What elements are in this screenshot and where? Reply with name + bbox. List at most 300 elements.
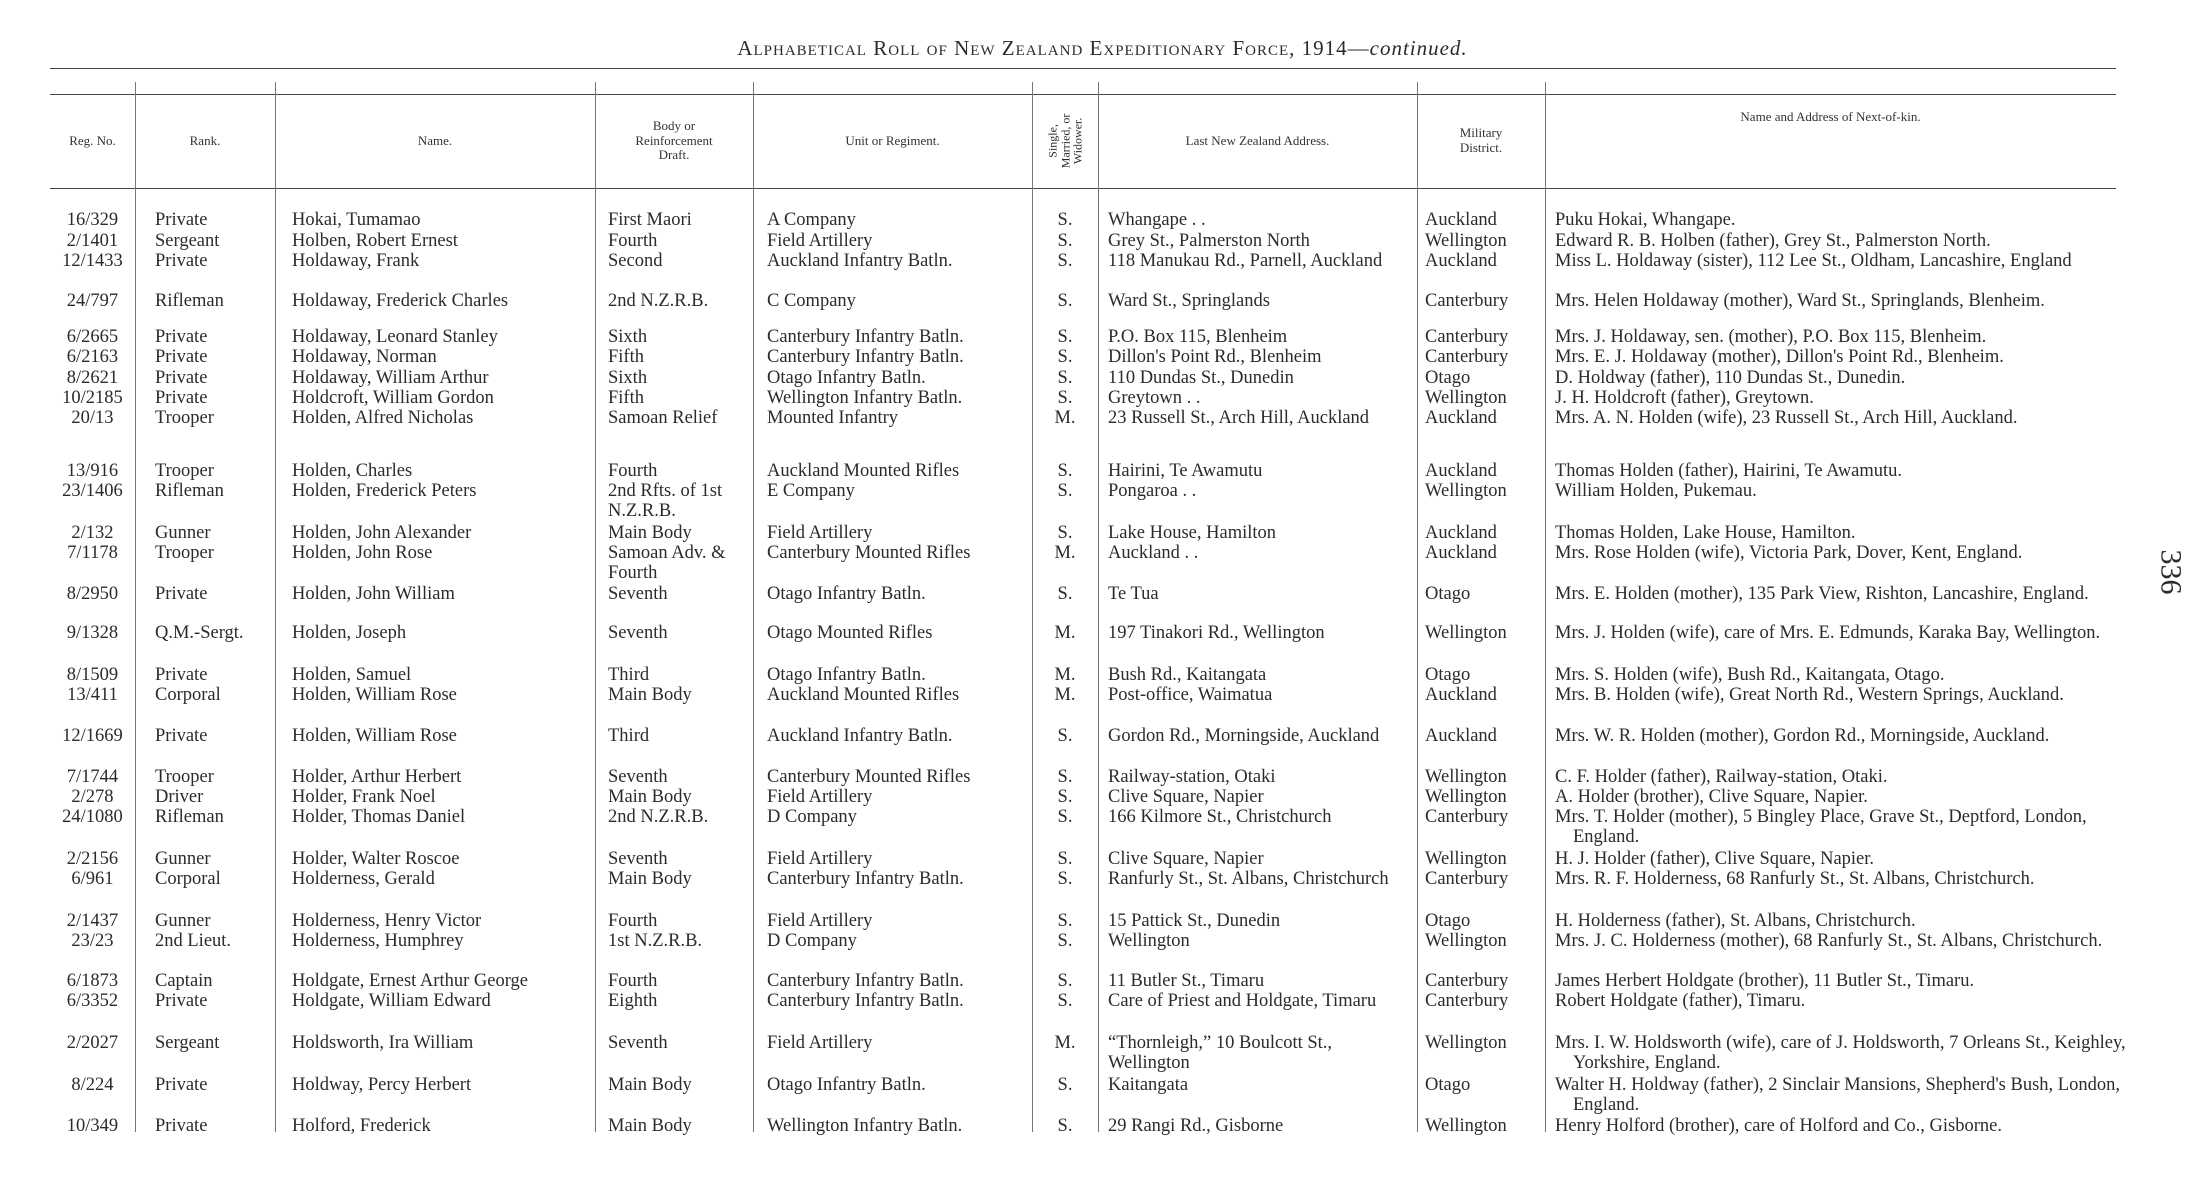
cell-body-text: Main Body (608, 523, 692, 543)
cell-district-text: Wellington (1425, 1033, 1507, 1053)
cell-unit-text: Canterbury Infantry Batln. (767, 327, 964, 347)
cell-reg (50, 991, 135, 1011)
cell-kin (1555, 543, 2115, 563)
cell-kin-text: H. Holderness (father), St. Albans, Christchurch. (1555, 911, 1916, 931)
cell-body (608, 685, 753, 705)
cell-kin-text: Mrs. S. Holden (wife), Bush Rd., Kaitangata, Otago. (1555, 665, 1945, 685)
cell-status-text: S. (1057, 291, 1073, 311)
cell-status (1050, 543, 1080, 563)
cell-status (1050, 685, 1080, 705)
cell-unit (767, 726, 1029, 746)
cell-body-text: 2nd Rfts. of 1st N.Z.R.B. (608, 481, 723, 521)
cell-unit-text: Canterbury Mounted Rifles (767, 543, 971, 563)
cell-kin (1555, 251, 2133, 271)
cell-unit-text: Canterbury Infantry Batln. (767, 991, 964, 1011)
cell-body (608, 971, 753, 991)
cell-kin-text: Mrs. W. R. Holden (mother), Gordon Rd., Morningside, Auckland. (1555, 726, 2050, 746)
cell-body-text: Sixth (608, 327, 648, 347)
cell-district-text: Wellington (1425, 787, 1507, 807)
cell-body-text: Main Body (608, 869, 692, 889)
cell-district (1425, 327, 1540, 347)
cell-unit (767, 481, 1029, 501)
cell-reg (50, 911, 135, 931)
cell-rank-text: Trooper (155, 767, 214, 787)
cell-unit-text: Otago Infantry Batln. (767, 368, 926, 388)
cell-name (292, 807, 592, 827)
cell-unit (767, 971, 1029, 991)
cell-kin (1555, 1116, 2115, 1136)
cell-rank (155, 481, 273, 501)
cell-reg-text: 23/1406 (62, 481, 123, 501)
cell-name (292, 408, 592, 428)
cell-rank-text: Driver (155, 787, 204, 807)
cell-name-text: Holdgate, Ernest Arthur George (292, 971, 528, 991)
cell-name (292, 461, 592, 481)
cell-address (1108, 726, 1408, 746)
cell-status-text: S. (1057, 931, 1073, 951)
cell-district-text: Auckland (1425, 543, 1497, 563)
cell-district-text: Wellington (1425, 931, 1507, 951)
cell-reg-text: 13/411 (67, 685, 118, 705)
cell-kin-text: Henry Holford (brother), care of Holford and Co., Gisborne. (1555, 1116, 2002, 1136)
cell-name-text: Hokai, Tumamao (292, 210, 421, 230)
cell-reg-text: 12/1669 (62, 726, 123, 746)
cell-reg-text: 2/2156 (66, 849, 119, 869)
cell-rank-text: Private (155, 991, 208, 1011)
cell-district (1425, 251, 1540, 271)
cell-unit (767, 931, 1029, 951)
cell-kin (1555, 210, 2115, 230)
cell-kin (1555, 231, 2115, 251)
cell-unit-text: Wellington Infantry Batln. (767, 1116, 963, 1136)
cell-kin (1555, 767, 2115, 787)
cell-name-text: Holdgate, William Edward (292, 991, 491, 1011)
cell-name (292, 1033, 592, 1053)
cell-rank (155, 767, 273, 787)
cell-body (608, 543, 738, 583)
cell-unit (767, 991, 1029, 1011)
cell-address (1108, 911, 1408, 931)
cell-unit-text: Auckland Infantry Batln. (767, 726, 953, 746)
cell-address-text: Hairini, Te Awamutu (1108, 461, 1263, 481)
cell-reg-text: 6/2163 (66, 347, 119, 367)
cell-body-text: Seventh (608, 767, 668, 787)
cell-status (1050, 461, 1080, 481)
cell-kin-text: Thomas Holden (father), Hairini, Te Awamutu. (1555, 461, 1903, 481)
cell-unit (767, 807, 1029, 827)
cell-address-text: “Thornleigh,” 10 Boulcott St., Wellington (1108, 1033, 1333, 1073)
cell-rank-text: 2nd Lieut. (155, 931, 232, 951)
cell-name-text: Holden, Samuel (292, 665, 412, 685)
cell-kin-text: Mrs. J. Holden (wife), care of Mrs. E. Edmunds, Karaka Bay, Wellington. (1555, 623, 2101, 643)
cell-address (1108, 1116, 1408, 1136)
cell-address-text: Whangape . . (1108, 210, 1206, 230)
cell-reg-text: 7/1744 (66, 767, 119, 787)
cell-status (1050, 807, 1080, 827)
cell-status (1050, 1075, 1080, 1095)
cell-reg-text: 8/224 (71, 1075, 114, 1095)
cell-reg (50, 408, 135, 428)
cell-status-text: S. (1057, 327, 1073, 347)
cell-unit (767, 849, 1029, 869)
cell-status-text: S. (1057, 388, 1073, 408)
cell-name-text: Holford, Frederick (292, 1116, 431, 1136)
cell-kin-text: D. Holdway (father), 110 Dundas St., Dunedin. (1555, 368, 1906, 388)
cell-name-text: Holdaway, Frank (292, 251, 420, 271)
cell-kin-text: Mrs. E. J. Holdaway (mother), Dillon's Point Rd., Blenheim. (1555, 347, 2004, 367)
cell-kin (1555, 408, 2115, 428)
cell-address (1108, 931, 1408, 951)
cell-unit (767, 231, 1029, 251)
cell-reg (50, 1075, 135, 1095)
cell-district (1425, 787, 1540, 807)
cell-kin (1555, 368, 2115, 388)
cell-status (1050, 347, 1080, 367)
cell-address-text: Clive Square, Napier (1108, 787, 1264, 807)
cell-kin-text: James Herbert Holdgate (brother), 11 Butler St., Timaru. (1555, 971, 1975, 991)
cell-rank-text: Captain (155, 971, 213, 991)
cell-rank-text: Private (155, 368, 208, 388)
cell-rank (155, 231, 273, 251)
cell-district-text: Canterbury (1425, 869, 1509, 889)
cell-address (1108, 210, 1408, 230)
cell-name (292, 523, 592, 543)
cell-district-text: Auckland (1425, 523, 1497, 543)
cell-name-text: Holder, Frank Noel (292, 787, 436, 807)
cell-status-text: S. (1057, 971, 1073, 991)
cell-address-text: 197 Tinakori Rd., Wellington (1108, 623, 1325, 643)
cell-district (1425, 523, 1540, 543)
cell-rank (155, 931, 273, 951)
cell-status-text: S. (1057, 481, 1073, 501)
cell-rank (155, 849, 273, 869)
cell-reg (50, 767, 135, 787)
cell-address-text: Railway-station, Otaki (1108, 767, 1276, 787)
cell-kin (1555, 291, 2115, 311)
cell-rank-text: Corporal (155, 685, 221, 705)
cell-body-text: Third (608, 726, 650, 746)
cell-kin (1555, 931, 2133, 951)
cell-kin (1555, 849, 2115, 869)
cell-kin (1555, 971, 2115, 991)
cell-name (292, 726, 592, 746)
cell-name-text: Holderness, Humphrey (292, 931, 464, 951)
cell-address-text: Pongaroa . . (1108, 481, 1197, 501)
cell-district-text: Auckland (1425, 408, 1497, 428)
cell-body-text: Fourth (608, 461, 658, 481)
cell-reg (50, 665, 135, 685)
cell-unit (767, 327, 1029, 347)
cell-name (292, 849, 592, 869)
cell-name-text: Holder, Walter Roscoe (292, 849, 460, 869)
cell-reg (50, 787, 135, 807)
cell-body (608, 481, 738, 521)
cell-name-text: Holdsworth, Ira William (292, 1033, 474, 1053)
cell-body (608, 991, 753, 1011)
cell-rank-text: Rifleman (155, 291, 224, 311)
cell-unit-text: Auckland Infantry Batln. (767, 251, 953, 271)
cell-rank-text: Private (155, 1075, 208, 1095)
cell-district-text: Wellington (1425, 1116, 1507, 1136)
cell-status (1050, 291, 1080, 311)
cell-district-text: Canterbury (1425, 327, 1509, 347)
cell-unit (767, 767, 1029, 787)
cell-address (1108, 408, 1408, 428)
cell-kin (1555, 1033, 2133, 1073)
cell-status (1050, 231, 1080, 251)
cell-reg (50, 523, 135, 543)
cell-body (608, 726, 753, 746)
cell-unit-text: Field Artillery (767, 849, 873, 869)
cell-name-text: Holdcroft, William Gordon (292, 388, 494, 408)
cell-body (608, 623, 753, 643)
cell-district (1425, 481, 1540, 501)
cell-unit-text: Wellington Infantry Batln. (767, 388, 963, 408)
page-number: 336 (2154, 549, 2188, 595)
cell-unit (767, 685, 1029, 705)
cell-district (1425, 869, 1540, 889)
cell-kin-text: Thomas Holden, Lake House, Hamilton. (1555, 523, 1856, 543)
cell-address-text: 29 Rangi Rd., Gisborne (1108, 1116, 1284, 1136)
cell-district-text: Wellington (1425, 481, 1507, 501)
cell-address-text: Ward St., Springlands (1108, 291, 1270, 311)
cell-reg (50, 685, 135, 705)
cell-reg (50, 543, 135, 563)
cell-address (1108, 368, 1408, 388)
cell-body (608, 461, 753, 481)
cell-body (608, 807, 753, 827)
cell-address (1108, 767, 1408, 787)
cell-status (1050, 368, 1080, 388)
cell-status (1050, 971, 1080, 991)
cell-reg-text: 24/1080 (62, 807, 123, 827)
header-rank: Rank. (189, 132, 221, 148)
cell-district (1425, 767, 1540, 787)
cell-name-text: Holden, Joseph (292, 623, 407, 643)
cell-name-text: Holden, William Rose (292, 726, 457, 746)
cell-reg-text: 6/1873 (66, 971, 119, 991)
cell-unit-text: Field Artillery (767, 523, 873, 543)
cell-reg (50, 1116, 135, 1136)
cell-unit (767, 1116, 1029, 1136)
cell-reg-text: 10/349 (66, 1116, 119, 1136)
cell-reg (50, 623, 135, 643)
cell-rank (155, 368, 273, 388)
cell-name-text: Holder, Thomas Daniel (292, 807, 466, 827)
cell-reg-text: 20/13 (71, 408, 114, 428)
cell-body-text: Seventh (608, 584, 668, 604)
cell-unit (767, 911, 1029, 931)
cell-reg (50, 971, 135, 991)
cell-kin-text: Mrs. R. F. Holderness, 68 Ranfurly St., St. Albans, Christchurch. (1555, 869, 2035, 889)
cell-unit-text: Field Artillery (767, 911, 873, 931)
cell-body-text: Seventh (608, 849, 668, 869)
cell-unit-text: D Company (767, 807, 857, 827)
cell-body (608, 291, 753, 311)
cell-kin-text: Mrs. E. Holden (mother), 135 Park View, Rishton, Lancashire, England. (1555, 584, 2089, 604)
cell-address (1108, 807, 1408, 827)
cell-address-text: 118 Manukau Rd., Parnell, Auckland (1108, 251, 1383, 271)
cell-reg (50, 584, 135, 604)
cell-status (1050, 849, 1080, 869)
cell-reg-text: 2/2027 (66, 1033, 119, 1053)
cell-rank (155, 408, 273, 428)
cell-reg-text: 24/797 (66, 291, 119, 311)
cell-body-text: Samoan Relief (608, 408, 718, 428)
cell-rank (155, 210, 273, 230)
cell-rank (155, 388, 273, 408)
cell-reg-text: 6/2665 (66, 327, 119, 347)
cell-address (1108, 543, 1408, 563)
cell-kin-text: Mrs. Rose Holden (wife), Victoria Park, Dover, Kent, England. (1555, 543, 2023, 563)
cell-address-text: Clive Square, Napier (1108, 849, 1264, 869)
cell-district (1425, 623, 1540, 643)
cell-reg (50, 231, 135, 251)
cell-rank-text: Private (155, 388, 208, 408)
cell-district (1425, 210, 1540, 230)
cell-kin-text: Mrs. B. Holden (wife), Great North Rd., Western Springs, Auckland. (1555, 685, 2064, 705)
cell-unit-text: Canterbury Infantry Batln. (767, 971, 964, 991)
cell-district-text: Canterbury (1425, 991, 1509, 1011)
cell-body (608, 911, 753, 931)
cell-address-text: 23 Russell St., Arch Hill, Auckland (1108, 408, 1370, 428)
cell-body (608, 1075, 753, 1095)
title-continued: continued. (1369, 36, 1468, 60)
cell-reg-text: 10/2185 (62, 388, 123, 408)
cell-address-text: Gordon Rd., Morningside, Auckland (1108, 726, 1380, 746)
cell-body (608, 408, 753, 428)
cell-status (1050, 481, 1080, 501)
cell-rank-text: Gunner (155, 911, 211, 931)
cell-status (1050, 787, 1080, 807)
cell-body-text: Fifth (608, 347, 644, 367)
cell-body-text: 2nd N.Z.R.B. (608, 291, 709, 311)
cell-address-text: 15 Pattick St., Dunedin (1108, 911, 1281, 931)
cell-body (608, 767, 753, 787)
cell-rank (155, 1116, 273, 1136)
cell-rank (155, 623, 273, 643)
cell-district-text: Auckland (1425, 685, 1497, 705)
cell-reg-text: 8/2950 (66, 584, 119, 604)
cell-district (1425, 368, 1540, 388)
cell-kin-text: Mrs. Helen Holdaway (mother), Ward St., Springlands, Blenheim. (1555, 291, 2045, 311)
cell-address (1108, 523, 1408, 543)
cell-district (1425, 584, 1540, 604)
cell-rank-text: Private (155, 726, 208, 746)
cell-address (1108, 347, 1408, 367)
cell-district (1425, 461, 1540, 481)
cell-reg (50, 726, 135, 746)
cell-body-text: Main Body (608, 1075, 692, 1095)
cell-status (1050, 623, 1080, 643)
cell-status-text: S. (1057, 869, 1073, 889)
cell-reg-text: 7/1178 (67, 543, 118, 563)
cell-body (608, 210, 753, 230)
cell-district (1425, 347, 1540, 367)
cell-address (1108, 869, 1408, 889)
cell-rank (155, 685, 273, 705)
cell-name (292, 665, 592, 685)
cell-status-text: S. (1057, 911, 1073, 931)
cell-body-text: Seventh (608, 1033, 668, 1053)
cell-address (1108, 1075, 1408, 1095)
cell-rank (155, 461, 273, 481)
cell-rank (155, 787, 273, 807)
cell-unit-text: C Company (767, 291, 856, 311)
cell-district-text: Otago (1425, 368, 1471, 388)
cell-body (608, 849, 753, 869)
cell-address-text: Care of Priest and Holdgate, Timaru (1108, 991, 1377, 1011)
cell-unit (767, 869, 1029, 889)
cell-name-text: Holdaway, Leonard Stanley (292, 327, 498, 347)
cell-reg-text: 8/2621 (66, 368, 119, 388)
cell-reg-text: 13/916 (66, 461, 119, 481)
cell-address (1108, 461, 1408, 481)
cell-rank (155, 1075, 273, 1095)
cell-unit (767, 1033, 1029, 1053)
cell-reg (50, 931, 135, 951)
cell-body (608, 327, 753, 347)
cell-status (1050, 1033, 1080, 1053)
cell-district (1425, 388, 1540, 408)
cell-district (1425, 1116, 1540, 1136)
cell-kin-text: A. Holder (brother), Clive Square, Napier. (1555, 787, 1868, 807)
cell-address (1108, 849, 1408, 869)
cell-rank (155, 869, 273, 889)
cell-rank-text: Sergeant (155, 231, 220, 251)
cell-reg (50, 481, 135, 501)
cell-district-text: Canterbury (1425, 807, 1509, 827)
cell-body-text: Sixth (608, 368, 648, 388)
cell-status-text: S. (1057, 849, 1073, 869)
cell-body (608, 665, 753, 685)
cell-name-text: Holdaway, Norman (292, 347, 437, 367)
cell-reg (50, 461, 135, 481)
cell-reg-text: 2/132 (71, 523, 114, 543)
cell-body (608, 347, 753, 367)
cell-unit-text: Field Artillery (767, 231, 873, 251)
cell-district-text: Wellington (1425, 849, 1507, 869)
cell-address-text: Lake House, Hamilton (1108, 523, 1276, 543)
cell-kin-text: Miss L. Holdaway (sister), 112 Lee St., Oldham, Lancashire, England (1555, 251, 2072, 271)
cell-name-text: Holben, Robert Ernest (292, 231, 458, 251)
header-kin: Name and Address of Next-of-kin. (1740, 109, 1921, 124)
cell-status-text: M. (1054, 1033, 1076, 1053)
cell-district (1425, 971, 1540, 991)
cell-rank (155, 327, 273, 347)
cell-kin (1555, 665, 2115, 685)
cell-unit (767, 368, 1029, 388)
cell-address-text: Wellington (1108, 931, 1190, 951)
cell-unit (767, 347, 1029, 367)
cell-address (1108, 481, 1408, 501)
cell-body (608, 231, 753, 251)
cell-rank (155, 971, 273, 991)
cell-kin-text: Edward R. B. Holben (father), Grey St., Palmerston North. (1555, 231, 1991, 251)
cell-reg-text: 12/1433 (62, 251, 123, 271)
cell-kin-text: Mrs. T. Holder (mother), 5 Bingley Place, Grave St., Deptford, London, England. (1555, 807, 2087, 847)
cell-kin (1555, 481, 2115, 501)
cell-name (292, 767, 592, 787)
cell-status (1050, 210, 1080, 230)
cell-address-text: P.O. Box 115, Blenheim (1108, 327, 1288, 347)
cell-name-text: Holderness, Henry Victor (292, 911, 482, 931)
cell-status (1050, 665, 1080, 685)
cell-status-text: S. (1057, 787, 1073, 807)
header-unit: Unit or Regiment. (845, 132, 940, 148)
cell-reg-text: 6/961 (71, 869, 114, 889)
cell-status-text: M. (1054, 623, 1076, 643)
